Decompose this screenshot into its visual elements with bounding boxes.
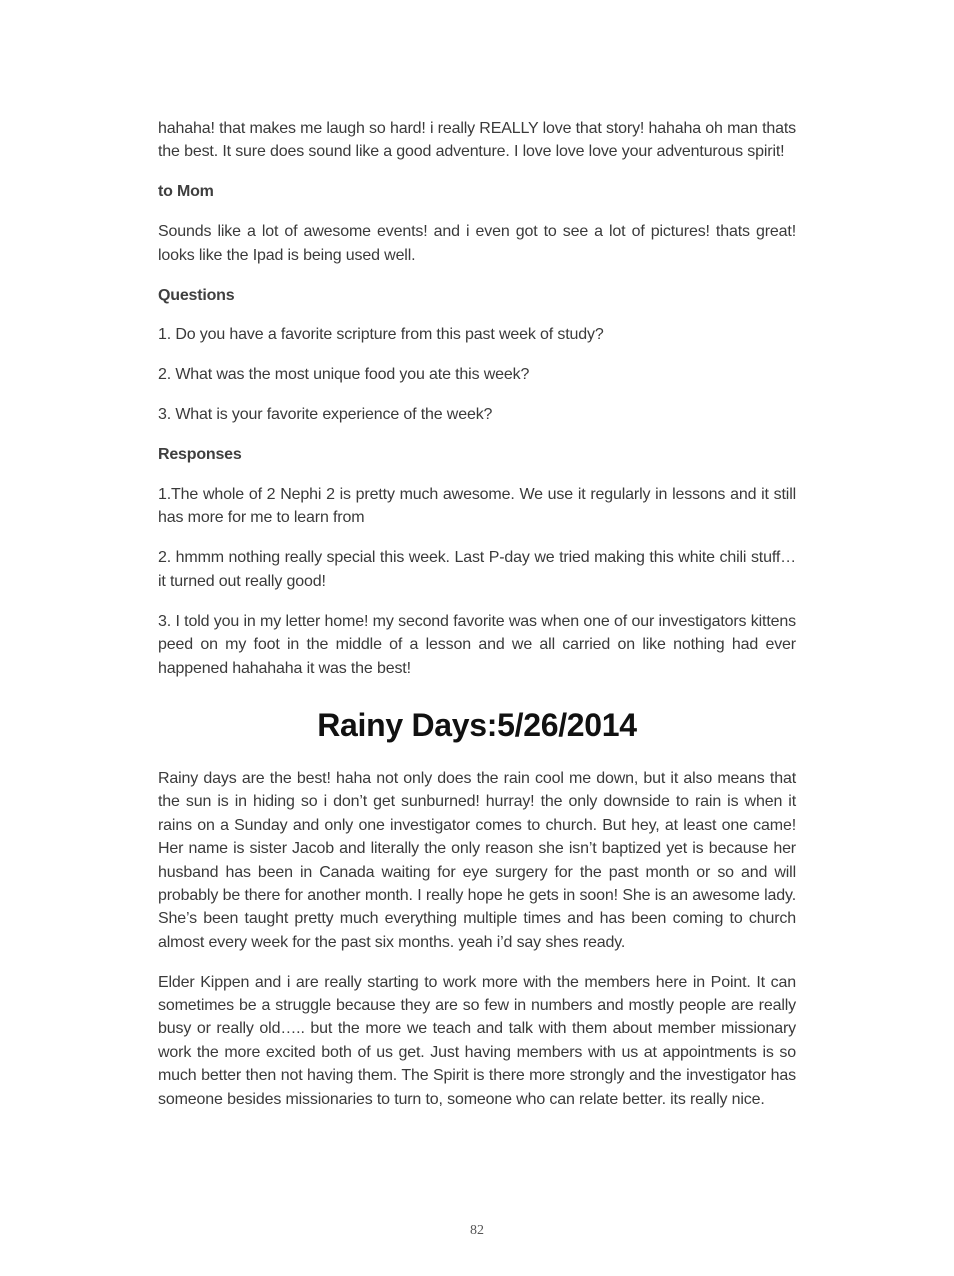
responses-label: Responses xyxy=(158,446,242,464)
question-item: 3. What is your favorite experience of the week? xyxy=(158,406,493,424)
page-number: 82 xyxy=(470,1223,484,1238)
rainy-days-paragraph-1: Rainy days are the best! haha not only does the rain cool me down, but it also means that the sun is in hiding so i don’t get sunburned! hurray! the only downside to rain is when it rains on a Sunday and only one investigator comes to church. But hey, at least one came! Her name is sister Jacob and literally the only reason she isn’t baptized yet is because her husband has been in Canada waiting for eye surgery for the past month or so and will probably be there for another month. I really hope he gets in soon! She is an awesome lady. She’s been taught pretty much everything multiple times and has been coming to church almost every week for the past six months. yeah i’d say shes ready. xyxy=(158,769,796,951)
intro-paragraph: hahaha! that makes me laugh so hard! i really REALLY love that story! hahaha oh man thats the best. It sure does sound like a good adventure. I love love love your adventurous spirit! xyxy=(158,120,797,161)
response-item: 1.The whole of 2 Nephi 2 is pretty much awesome. We use it regularly in lessons and it still has more for me to learn from xyxy=(158,486,796,527)
section-heading: Rainy Days:5/26/2014 xyxy=(317,706,637,743)
response-item: 2. hmmm nothing really special this week. Last P-day we tried making this white chili stuff…it turned out really good! xyxy=(158,549,796,590)
question-item: 1. Do you have a favorite scripture from this past week of study? xyxy=(158,326,604,344)
questions-label: Questions xyxy=(158,286,235,304)
to-mom-paragraph: Sounds like a lot of awesome events! and i even got to see a lot of pictures! thats great! looks like the Ipad is being used well. xyxy=(158,223,796,264)
page-content xyxy=(158,117,796,1128)
response-item: 3. I told you in my letter home! my second favorite was when one of our investigators kittens peed on my foot in the middle of a lesson and we all carried on like nothing had ever happened hahahaha it was the best! xyxy=(158,612,796,677)
question-item: 2. What was the most unique food you ate this week? xyxy=(158,366,530,384)
to-mom-label: to Mom xyxy=(158,183,214,201)
rainy-days-paragraph-2: Elder Kippen and i are really starting to work more with the members here in Point. It can sometimes be a struggle because they are so few in numbers and mostly people are really busy or really old….. but the more we teach and talk with them about member missionary work the more excited both of us get. Just having members with us at appointments is so much better then not having them. The Spirit is there more strongly and the investigator has someone besides missionaries to turn to, someone who can relate better. its really nice. xyxy=(158,973,796,1108)
